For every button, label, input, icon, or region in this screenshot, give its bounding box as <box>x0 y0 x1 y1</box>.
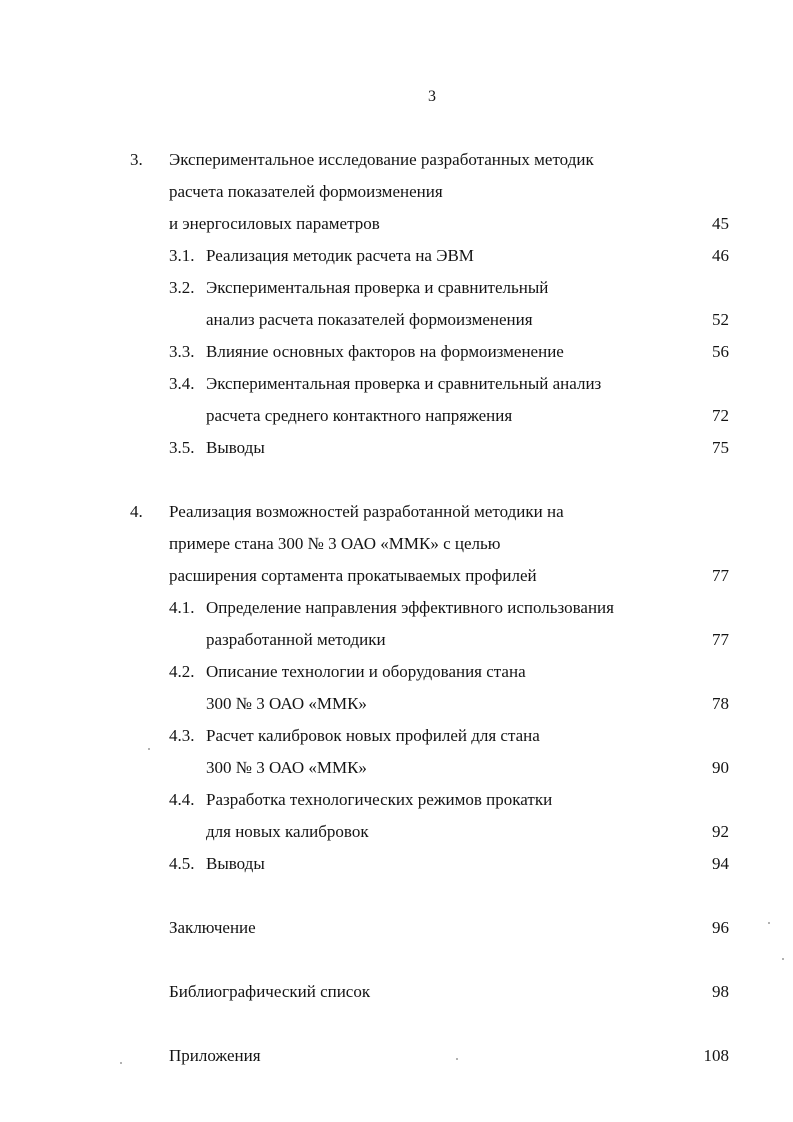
toc-entry-title-line: Выводы <box>206 438 265 457</box>
toc-entry-page: 78 <box>712 694 729 713</box>
toc-entry-number: 4.3. <box>169 726 195 745</box>
toc-entry-page: 72 <box>712 406 729 425</box>
toc-entry-title-line: Разработка технологических режимов прокатки <box>206 790 553 809</box>
toc-entry-page: 98 <box>712 982 729 1001</box>
toc-entry-title-line: Описание технологии и оборудования стана <box>206 662 526 681</box>
toc-entry-number: 3. <box>130 150 143 169</box>
scan-speck <box>768 922 770 924</box>
toc-entry-page: 77 <box>712 566 729 585</box>
toc-entry-title-line: Реализация возможностей разработанной методики на <box>169 502 564 521</box>
toc-entry-number: 4.5. <box>169 854 195 873</box>
toc-entry-title-line: и энергосиловых параметров <box>169 214 380 233</box>
page-number: 3 <box>428 88 436 105</box>
toc-entry-title-line: разработанной методики <box>206 630 386 649</box>
toc-entry-number: 4.2. <box>169 662 195 681</box>
toc-entry-title-line: Расчет калибровок новых профилей для стана <box>206 726 540 745</box>
toc-entry-page: 75 <box>712 438 729 457</box>
scan-speck <box>120 1062 122 1064</box>
toc-entry-title-line: Заключение <box>169 918 256 937</box>
toc-entry-number: 3.5. <box>169 438 195 457</box>
toc-entry-title-line: Библиографический список <box>169 982 371 1001</box>
toc-entry-page: 96 <box>712 918 729 937</box>
toc-entry-page: 94 <box>712 854 729 873</box>
toc-entry-title-line: для новых калибровок <box>206 822 369 841</box>
toc-entry-title-line: Влияние основных факторов на формоизменение <box>206 342 564 361</box>
toc-entry-number: 3.2. <box>169 278 195 297</box>
toc-entry-number: 4.4. <box>169 790 195 809</box>
toc-entry-number: 3.4. <box>169 374 195 393</box>
toc-entry-title-line: Экспериментальная проверка и сравнительный <box>206 278 549 297</box>
toc-entry-title-line: 300 № 3 ОАО «ММК» <box>206 694 367 713</box>
toc-entry-number: 3.1. <box>169 246 195 265</box>
toc-entry-page: 90 <box>712 758 729 777</box>
toc-entry-title-line: 300 № 3 ОАО «ММК» <box>206 758 367 777</box>
toc-entry-page: 52 <box>712 310 729 329</box>
toc-entry-number: 4.1. <box>169 598 195 617</box>
toc-entry-page: 92 <box>712 822 729 841</box>
scan-speck <box>148 748 150 750</box>
toc-entry-title-line: расширения сортамента прокатываемых профилей <box>169 566 537 585</box>
toc-entry-page: 56 <box>712 342 729 361</box>
toc-entry-page: 77 <box>712 630 729 649</box>
toc-entry-number: 3.3. <box>169 342 195 361</box>
scan-speck <box>782 958 784 960</box>
toc-entry-page: 108 <box>703 1046 729 1065</box>
toc-entry-title-line: Выводы <box>206 854 265 873</box>
toc-entry-title-line: Экспериментальное исследование разработанных методик <box>169 150 594 169</box>
toc-entry-title-line: примере стана 300 № 3 ОАО «ММК» с целью <box>169 534 501 553</box>
toc-entry-title-line: Реализация методик расчета на ЭВМ <box>206 246 474 265</box>
toc-entry-title-line: Определение направления эффективного использования <box>206 598 614 617</box>
toc-entry-page: 45 <box>712 214 729 233</box>
toc-entry-title-line: расчета среднего контактного напряжения <box>206 406 513 425</box>
toc-entry-number: 4. <box>130 502 143 521</box>
toc-entry-title-line: анализ расчета показателей формоизменения <box>206 310 533 329</box>
toc-entry-title-line: расчета показателей формоизменения <box>169 182 443 201</box>
toc-entry-page: 46 <box>712 246 729 265</box>
scan-speck <box>456 1058 458 1060</box>
toc-entry-title-line: Экспериментальная проверка и сравнительный анализ <box>206 374 602 393</box>
toc-entry-title-line: Приложения <box>169 1046 261 1065</box>
